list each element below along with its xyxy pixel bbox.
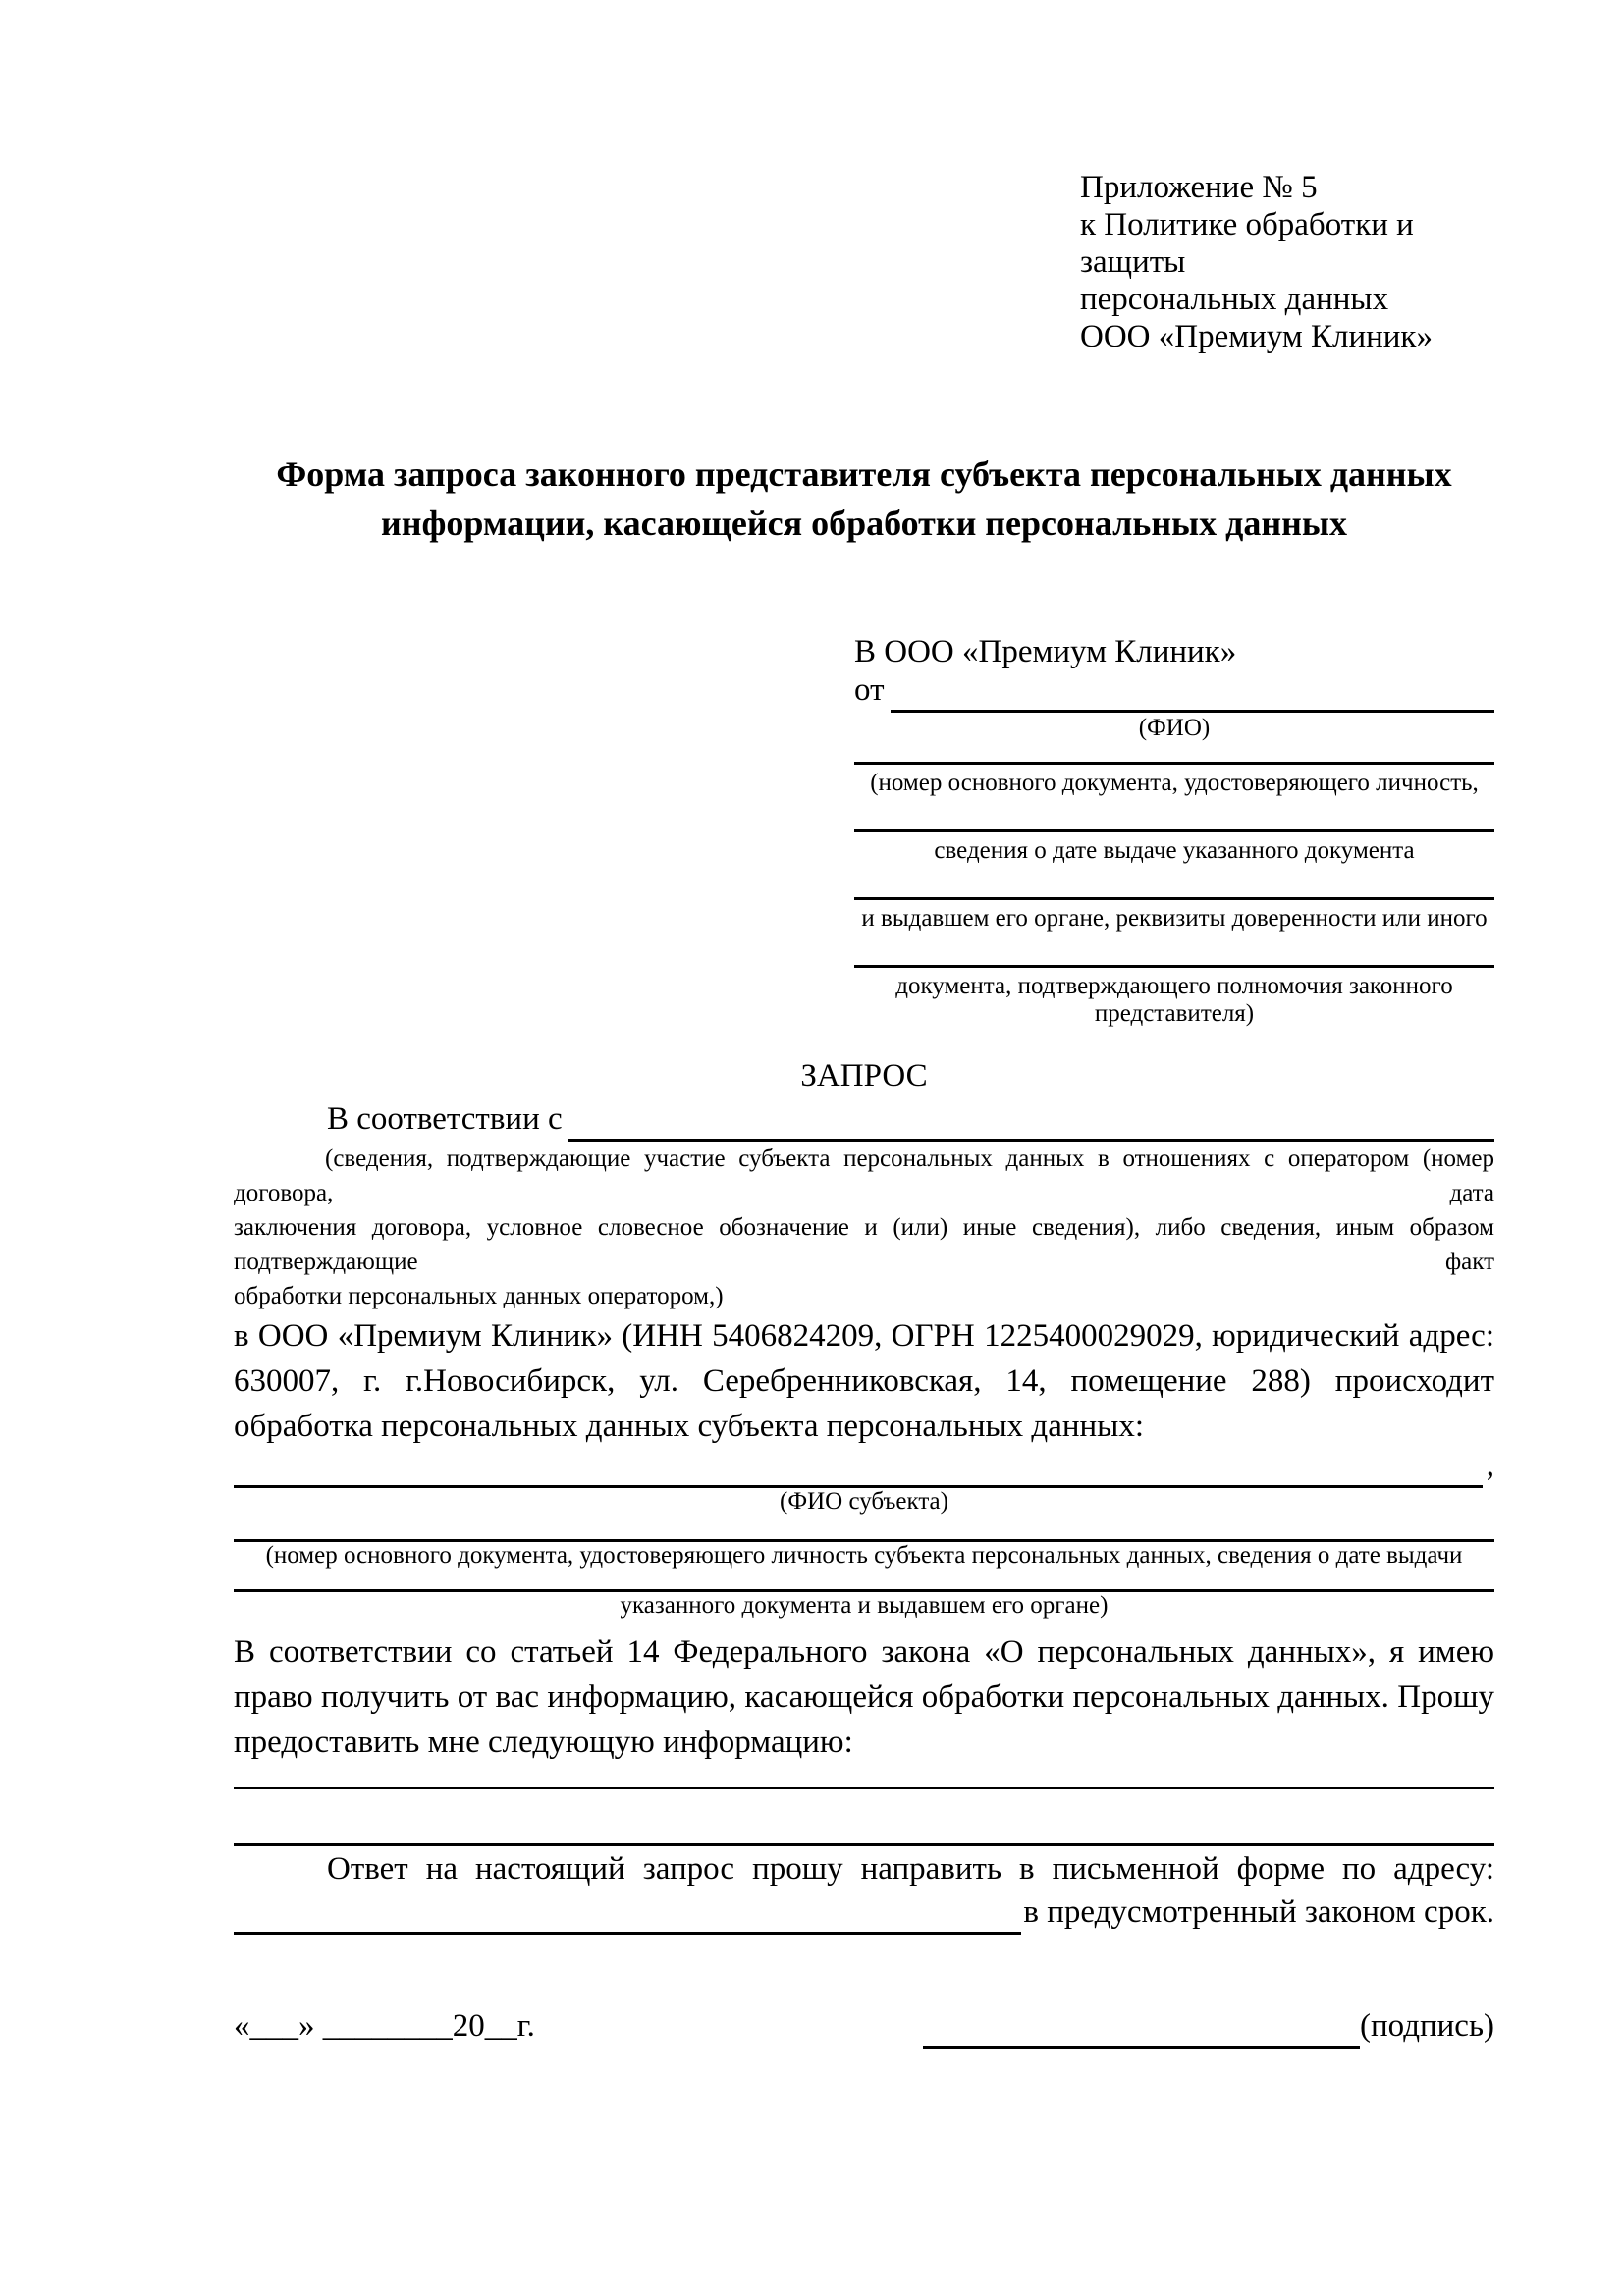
signature-blank-line (923, 2045, 1360, 2049)
subject-doc-caption: указанного документа и выдавшем его органе) (620, 1592, 1109, 1619)
intro-note (234, 1142, 1494, 1313)
annex-header (1080, 169, 1494, 355)
intro-note-line: обработки персональных данных оператором,) (234, 1283, 724, 1309)
reply-address-row (234, 1892, 1494, 1935)
date-line: «___» ________20__г. (234, 2008, 535, 2044)
subject-fio-row (234, 1449, 1494, 1488)
from-row (854, 672, 1494, 713)
fio-caption: (ФИО) (1138, 715, 1211, 741)
intro-note-line: заключения договора, условное словесное обозначение и (или) иные сведения), либо сведения, иным образом подтверждающие факт (234, 1214, 1494, 1275)
addressee-block (854, 632, 1494, 1028)
blank-line-group (854, 762, 1494, 797)
operator-line: 630007, г. г.Новосибирск, ул. Серебренниковская, 14, помещение 288) происходит (234, 1363, 1494, 1399)
law-line: право получить от вас информацию, касающейся обработки персональных данных. Прошу (234, 1680, 1494, 1715)
operator-paragraph (234, 1313, 1494, 1449)
blank-line-group (854, 965, 1494, 1028)
reply-line: Ответ на настоящий запрос прошу направить в письменной форме по адресу: (327, 1851, 1494, 1887)
annex-header-line: Приложение № 5 (1080, 170, 1318, 205)
intro-note-line: (сведения, подтверждающие участие субъекта персональных данных в отношениях с оператором (номер договора, дата (234, 1146, 1494, 1206)
blank-line-group (854, 829, 1494, 865)
annex-header-line: ООО «Премиум Клиник» (1080, 319, 1433, 354)
document-title-line: Форма запроса законного представителя субъекта персональных данных (276, 454, 1452, 494)
document-title (234, 450, 1494, 548)
law-line: предоставить мне следующую информацию: (234, 1725, 853, 1760)
reply-tail: в предусмотренный законом срок. (1023, 1895, 1494, 1930)
signature-caption: (подпись) (1360, 2008, 1494, 2044)
subject-doc-caption: (номер основного документа, удостоверяющего личность субъекта персональных данных, сведения о дате выдачи (265, 1542, 1463, 1569)
annex-header-line: персональных данных (1080, 282, 1389, 317)
from-blank-line (891, 710, 1495, 713)
request-heading: ЗАПРОС (800, 1058, 928, 1094)
operator-line: в ООО «Премиум Клиник» (ИНН 5406824209, ОГРН 1225400029029, юридический адрес: (234, 1318, 1494, 1354)
document-title-line: информации, касающейся обработки персональных данных (381, 504, 1347, 543)
blank-line-group (854, 897, 1494, 933)
blank-caption: документа, подтверждающего полномочия законного представителя) (895, 973, 1453, 1027)
spacer (234, 1516, 1494, 1539)
operator-line: обработка персональных данных субъекта персональных данных: (234, 1409, 1144, 1444)
subject-fio-caption: (ФИО субъекта) (780, 1488, 948, 1515)
blank-caption: (номер основного документа, удостоверяющего личность, (870, 770, 1479, 796)
law-line: В соответствии со статьей 14 Федерального закона «О персональных данных», я имею (234, 1634, 1494, 1670)
intro-row (234, 1102, 1494, 1142)
addressee-company: В ООО «Премиум Клиник» (854, 634, 1237, 669)
signature-block (923, 2003, 1494, 2049)
subject-fio-comma: , (1486, 1448, 1494, 1483)
blank-caption: и выдавшем его органе, реквизиты доверенности или иного (861, 905, 1488, 932)
annex-header-line: к Политике обработки и защиты (1080, 207, 1414, 280)
spacer (234, 1765, 1494, 1787)
reply-address-blank-line (234, 1932, 1021, 1935)
spacer (234, 1620, 1494, 1629)
footer (234, 2007, 1494, 2049)
blank-caption: сведения о дате выдаче указанного документа (934, 837, 1415, 864)
spacer (234, 1570, 1494, 1589)
intro-prefix: В соответствии с (327, 1101, 563, 1137)
from-label: от (854, 672, 885, 708)
law-paragraph (234, 1629, 1494, 1765)
spacer (234, 1789, 1494, 1843)
